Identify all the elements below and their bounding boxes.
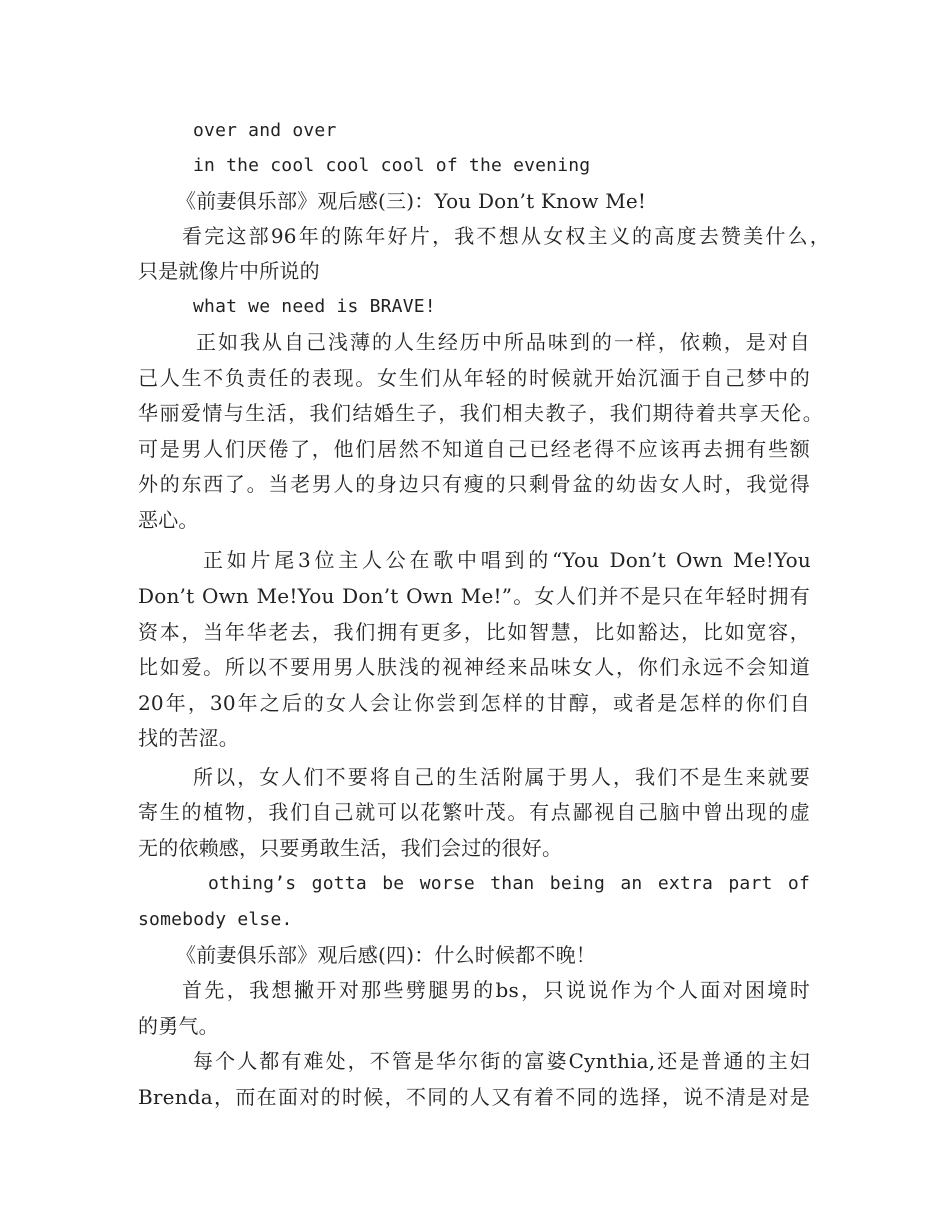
paragraph-line: 可是男人们厌倦了，他们居然不知道自己已经老得不应该再去拥有些额 <box>138 437 810 461</box>
lyric-line: over and over <box>193 120 337 141</box>
quote-line: somebody else. <box>138 909 293 930</box>
paragraph-line: 只是就像片中所说的 <box>138 259 320 283</box>
section-heading: 《前妻俱乐部》观后感(三)：You Don’t Know Me! <box>176 189 647 213</box>
paragraph-line: 正如我从自己浅薄的人生经历中所品味到的一样，依赖，是对自 <box>196 330 810 354</box>
paragraph-line: 恶心。 <box>138 508 199 532</box>
paragraph-line: 比如爱。所以不要用男人肤浅的视神经来品味女人，你们永远不会知道 <box>138 655 810 679</box>
paragraph-line: 20年，30年之后的女人会让你尝到怎样的甘醇，或者是怎样的你们自 <box>138 691 810 715</box>
paragraph-line: 的勇气。 <box>138 1014 219 1038</box>
paragraph-line: 正如片尾3位主人公在歌中唱到的“You Don’t Own Me!You <box>203 548 811 572</box>
paragraph-line: 所以，女人们不要将自己的生活附属于男人，我们不是生来就要 <box>193 765 810 789</box>
paragraph-line: 找的苦涩。 <box>138 726 239 750</box>
paragraph-line: 寄生的植物，我们自己就可以花繁叶茂。有点鄙视自己脑中曾出现的虚 <box>138 800 810 824</box>
paragraph-line: 外的东西了。当老男人的身边只有瘦的只剩骨盆的幼齿女人时，我觉得 <box>138 472 810 496</box>
quote-line: what we need is BRAVE! <box>193 296 436 317</box>
paragraph-line: 看完这部96年的陈年好片，我不想从女权主义的高度去赞美什么， <box>182 224 830 248</box>
quote-line: othing’s gotta be worse than being an extra part of <box>208 873 810 894</box>
paragraph-line: 首先，我想撇开对那些劈腿男的bs，只说说作为个人面对困境时 <box>182 978 810 1002</box>
paragraph-line: 己人生不负责任的表现。女生们从年轻的时候就开始沉湎于自己梦中的 <box>138 366 810 390</box>
paragraph-line: 华丽爱情与生活，我们结婚生子，我们相夫教子，我们期待着共享天伦。 <box>138 401 823 425</box>
paragraph-line: Brenda，而在面对的时候，不同的人又有着不同的选择，说不清是对是 <box>138 1085 810 1109</box>
paragraph-line: 每个人都有难处，不管是华尔街的富婆Cynthia,还是普通的主妇 <box>193 1049 810 1073</box>
section-heading: 《前妻俱乐部》观后感(四)：什么时候都不晚！ <box>176 943 597 967</box>
paragraph-line: 无的依赖感，只要勇敢生活，我们会过的很好。 <box>138 836 563 860</box>
lyric-line: in the cool cool cool of the evening <box>193 155 591 176</box>
paragraph-line: 资本，当年华老去，我们拥有更多，比如智慧，比如豁达，比如宽容， <box>138 620 810 644</box>
paragraph-line: Don’t Own Me!You Don’t Own Me!”。女人们并不是只在年轻时拥有 <box>138 584 810 608</box>
